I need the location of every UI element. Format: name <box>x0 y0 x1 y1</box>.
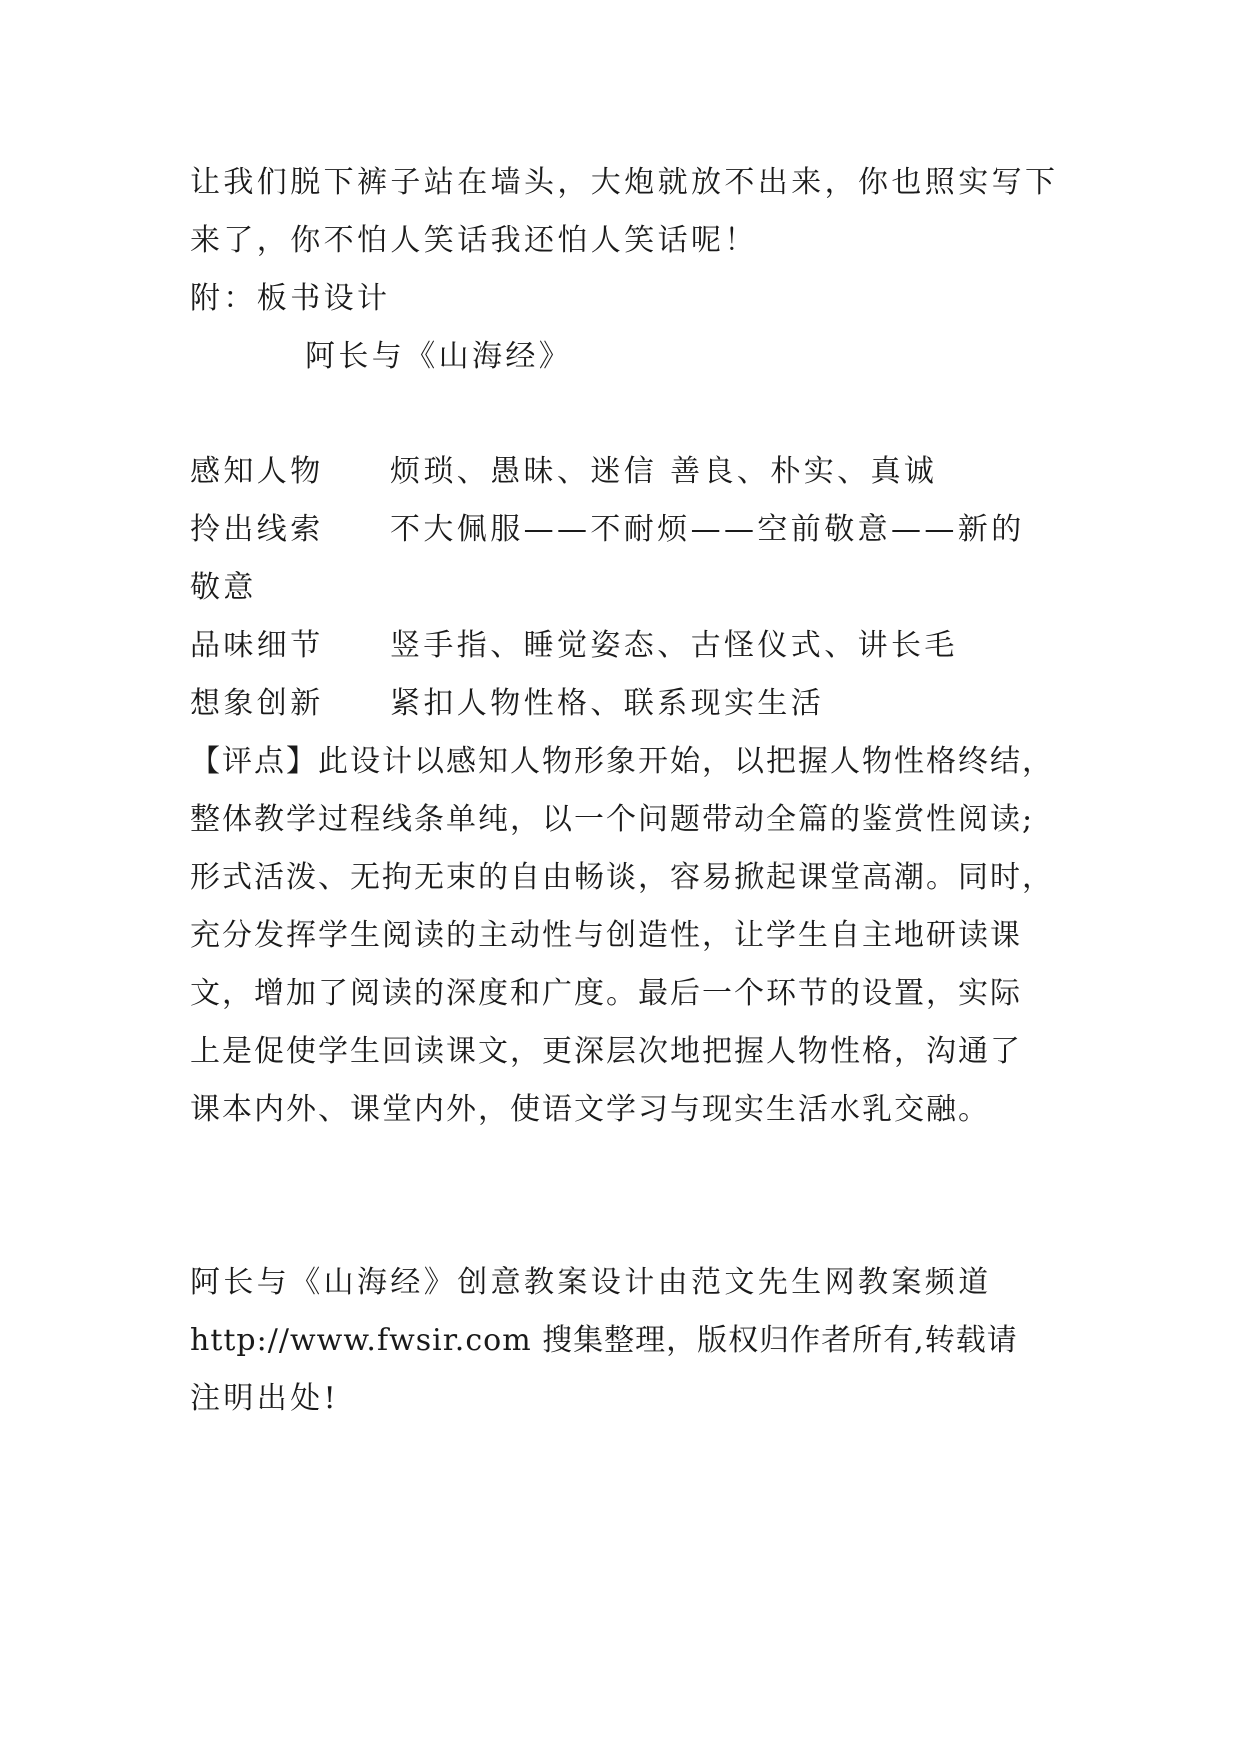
board-row-imagine <box>190 684 824 724</box>
paragraph-line-1: 让我们脱下裤子站在墙头，大炮就放不出来，你也照实写下 <box>190 165 1059 200</box>
review-line-2: 整体教学过程线条单纯，以一个问题带动全篇的鉴赏性阅读; <box>190 802 1035 837</box>
review-line-4: 充分发挥学生阅读的主动性与创造性，让学生自主地研读课 <box>190 918 1022 953</box>
paragraph-line-2: 来了，你不怕人笑话我还怕人笑话呢！ <box>190 223 758 258</box>
footer-line-1: 阿长与《山海经》创意教案设计由范文先生网教案频道 <box>190 1265 992 1300</box>
board-row-clue <box>190 510 1025 550</box>
review-line-1: 【评点】此设计以感知人物形象开始，以把握人物性格终结， <box>190 744 1054 779</box>
board-row-content: 竖手指、睡觉姿态、古怪仪式、讲长毛 <box>390 628 958 663</box>
board-row-perceive <box>190 452 937 492</box>
board-title: 阿长与《山海经》 <box>305 339 573 374</box>
board-row-label: 拎出线索 <box>190 512 324 547</box>
board-row-clue-wrap <box>190 568 257 608</box>
board-row-content: 烦琐、愚昧、迷信 善良、朴实、真诚 <box>390 454 938 489</box>
footer-line-3: 注明出处! <box>190 1381 340 1416</box>
appendix-heading: 附：板书设计 <box>190 281 391 316</box>
board-row-label: 品味细节 <box>190 628 324 663</box>
board-row-label: 敬意 <box>190 570 257 605</box>
board-row-details <box>190 626 958 666</box>
board-row-label: 想象创新 <box>190 686 324 721</box>
review-line-6: 上是促使学生回读课文，更深层次地把握人物性格，沟通了 <box>190 1034 1022 1069</box>
review-line-7: 课本内外、课堂内外，使语文学习与现实生活水乳交融。 <box>190 1092 990 1127</box>
board-row-label: 感知人物 <box>190 454 324 489</box>
board-row-content: 紧扣人物性格、联系现实生活 <box>390 686 825 721</box>
board-row-content: 不大佩服——不耐烦——空前敬意——新的 <box>390 512 1025 547</box>
review-line-5: 文，增加了阅读的深度和广度。最后一个环节的设置，实际 <box>190 976 1022 1011</box>
review-line-3: 形式活泼、无拘无束的自由畅谈，容易掀起课堂高潮。同时， <box>190 860 1054 895</box>
footer-line-2: http://www.fwsir.com 搜集整理，版权归作者所有,转载请 <box>190 1323 1018 1358</box>
